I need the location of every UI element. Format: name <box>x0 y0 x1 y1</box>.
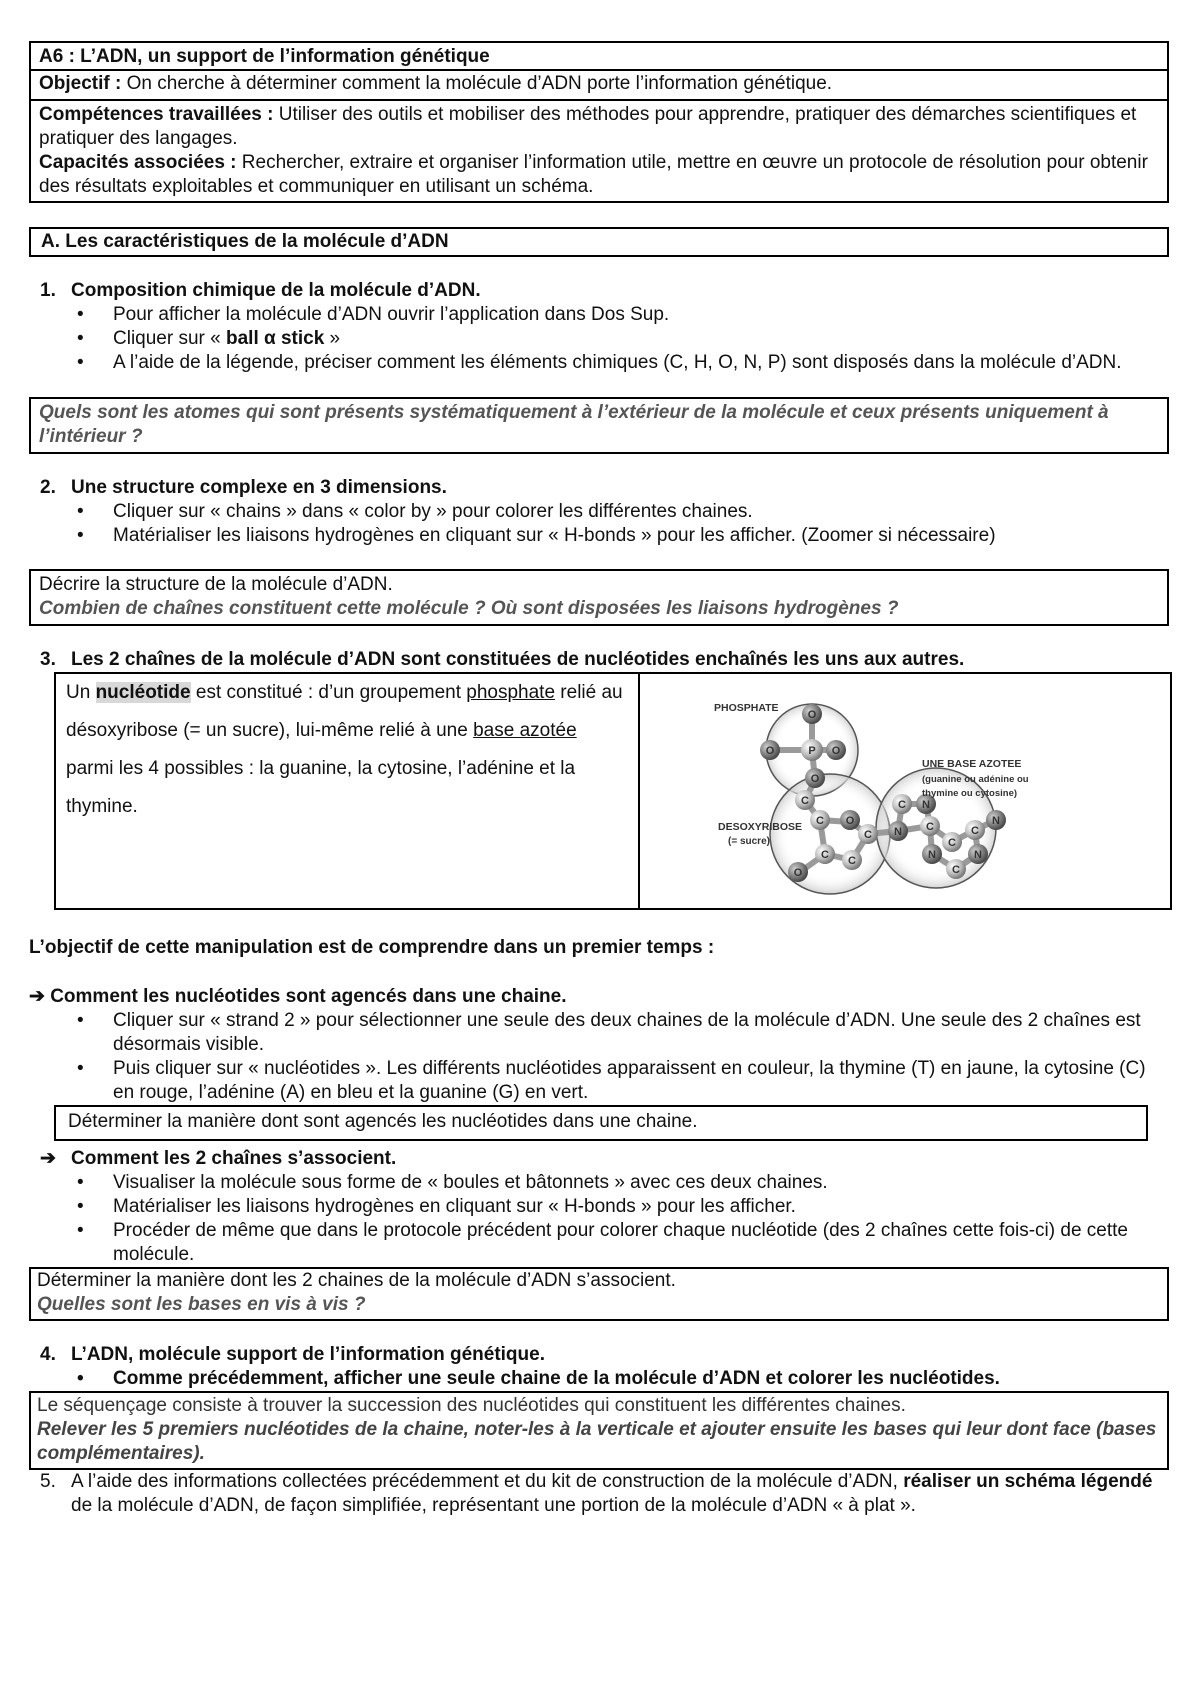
part5-t1: A l’aide des informations collectées précédemment et du kit de construction de la molécule d’ADN, <box>71 1471 904 1492</box>
diagram-label-base: UNE BASE AZOTEE <box>922 758 1022 770</box>
sub1-list <box>29 1009 1169 1105</box>
part2-heading <box>29 476 1169 500</box>
nucleotide-description-cell <box>55 673 639 909</box>
part1-number: 1. <box>40 280 56 301</box>
list-item: • Procéder de même que dans le protocole précédent pour colorer chaque nucléotide (des 2 chaînes cette fois-ci) de cette molécule. <box>113 1219 1169 1267</box>
part4-heading <box>29 1343 1169 1367</box>
header-title-row <box>31 43 1167 71</box>
part1-list <box>29 303 1169 375</box>
base-term: base azotée <box>473 720 577 741</box>
section-a-heading <box>29 227 1169 257</box>
part2-question: Combien de chaînes constituent cette molécule ? Où sont disposées les liaisons hydrogènes ? <box>39 598 899 619</box>
section-a-title: A. Les caractéristiques de la molécule d’ADN <box>41 231 449 252</box>
svg-text:C: C <box>952 864 960 876</box>
nucleotide-table <box>54 672 1172 910</box>
list-item: • Puis cliquer sur « nucléotides ». Les différents nucléotides apparaissent en couleur, la thymine (T) en jaune, la cytosine (C) en rouge, l’adénine (A) en bleu et la guanine (G) en vert. <box>113 1057 1169 1105</box>
part5 <box>29 1470 1169 1518</box>
phosphate-term: phosphate <box>466 682 556 703</box>
arrow-right-icon: ➔ <box>40 1148 56 1169</box>
part1-title: Composition chimique de la molécule d’ADN. <box>71 280 481 301</box>
nucleotide-term: nucléotide <box>95 682 191 703</box>
part4-question-box <box>29 1391 1169 1470</box>
part2-list <box>29 500 1169 548</box>
part5-bold: réaliser un schéma légendé <box>903 1471 1153 1492</box>
part2-question-box <box>29 569 1169 626</box>
nucleotide-diagram <box>640 674 1170 908</box>
list-item: • Matérialiser les liaisons hydrogènes en cliquant sur « H-bonds » pour les afficher. (Zoomer si nécessaire) <box>113 524 1169 548</box>
part3-number: 3. <box>40 649 56 670</box>
part4-task: Le séquençage consiste à trouver la succession des nucléotides qui constituent les différentes chaines. <box>37 1395 906 1416</box>
svg-text:O: O <box>831 745 841 757</box>
part5-text <box>71 1470 1169 1518</box>
diagram-label-desoxyribose: DESOXYRIBOSE <box>718 821 803 833</box>
part3-title: Les 2 chaînes de la molécule d’ADN sont constituées de nucléotides enchaînés les uns aux autres. <box>71 649 965 670</box>
part1-question-box <box>29 397 1169 454</box>
sub1-task-box <box>54 1105 1148 1141</box>
t-un: Un <box>66 682 96 703</box>
part2-task: Décrire la structure de la molécule d’ADN. <box>39 574 393 595</box>
list-item: • Cliquer sur « strand 2 » pour sélectionner une seule des deux chaines de la molécule d’ADN. Une seule des 2 chaînes est désormais visible. <box>113 1009 1169 1057</box>
t-2: relié au désoxyribose (= un sucre), lui-même relié à une <box>66 682 623 741</box>
svg-text:N: N <box>974 849 982 861</box>
part1-heading <box>29 279 1169 303</box>
svg-text:C: C <box>948 837 956 849</box>
svg-text:C: C <box>926 821 934 833</box>
objectif-row <box>31 71 1167 101</box>
sub2-heading <box>29 1147 1169 1171</box>
diagram-label-phosphate: PHOSPHATE <box>714 702 779 714</box>
sub2-list <box>29 1171 1169 1267</box>
part4-title: L’ADN, molécule support de l’information génétique. <box>71 1344 545 1365</box>
list-item: • Cliquer sur « chains » dans « color by » pour colorer les différentes chaines. <box>113 500 1169 524</box>
part4-number: 4. <box>40 1344 56 1365</box>
svg-text:N: N <box>928 849 936 861</box>
page-title: A6 : L’ADN, un support de l’information génétique <box>39 46 490 67</box>
sub2-question: Quelles sont les bases en vis à vis ? <box>37 1294 366 1315</box>
diagram-label-sucre: (= sucre) <box>728 836 770 847</box>
competences-text: Utiliser des outils et mobiliser des méthodes pour apprendre, pratiquer des démarches scientifiques et pratiquer des langages. <box>39 104 1137 149</box>
svg-text:C: C <box>971 825 979 837</box>
arrow-right-icon: ➔ <box>29 986 45 1007</box>
svg-text:C: C <box>848 855 856 867</box>
diagram-label-base-sub2: thymine ou cytosine) <box>922 788 1018 799</box>
competences-row <box>31 101 1167 201</box>
list-item: • Pour afficher la molécule d’ADN ouvrir l’application dans Dos Sup. <box>113 303 1169 327</box>
sub2-task: Déterminer la manière dont les 2 chaines de la molécule d’ADN s’associent. <box>37 1270 676 1291</box>
svg-text:O: O <box>765 745 775 757</box>
part1-question: Quels sont les atomes qui sont présents systématiquement à l’extérieur de la molécule et ceux présents uniquement à l’intérieur ? <box>39 402 1109 447</box>
objectif2: L’objectif de cette manipulation est de comprendre dans un premier temps : <box>29 937 715 958</box>
worksheet <box>29 41 1169 1518</box>
svg-text:N: N <box>922 799 930 811</box>
sub1-heading <box>29 985 1169 1009</box>
list-item <box>113 327 1169 351</box>
list-item: • Comme précédemment, afficher une seule chaine de la molécule d’ADN et colorer les nucléotides. <box>113 1367 1169 1391</box>
t-3: parmi les 4 possibles : la guanine, la cytosine, l’adénine et la thymine. <box>66 758 576 817</box>
b2-pre: Cliquer sur « <box>113 328 226 349</box>
diagram-label-base-sub1: (guanine ou adénine ou <box>922 774 1029 785</box>
list-item: • Visualiser la molécule sous forme de « boules et bâtonnets » avec ces deux chaines. <box>113 1171 1169 1195</box>
ball-stick-label: ball α stick <box>226 328 325 349</box>
sub1-task: Déterminer la manière dont sont agencés les nucléotides dans une chaine. <box>68 1111 698 1132</box>
svg-text:C: C <box>816 815 824 827</box>
list-item: • Matérialiser les liaisons hydrogènes en cliquant sur « H-bonds » pour les afficher. <box>113 1195 1169 1219</box>
svg-text:C: C <box>821 849 829 861</box>
svg-text:P: P <box>808 745 816 757</box>
part3-heading <box>29 648 1169 672</box>
t-1: est constitué : d’un groupement <box>190 682 467 703</box>
objectif-text: On cherche à déterminer comment la molécule d’ADN porte l’information génétique. <box>121 73 833 94</box>
svg-text:C: C <box>898 799 906 811</box>
svg-text:C: C <box>864 829 872 841</box>
part2-number: 2. <box>40 477 56 498</box>
part5-number: 5. <box>40 1471 56 1492</box>
competences-label: Compétences travaillées : <box>39 104 274 125</box>
svg-text:O: O <box>793 867 803 879</box>
svg-text:N: N <box>992 815 1000 827</box>
part2-title: Une structure complexe en 3 dimensions. <box>71 477 447 498</box>
capacites-text: Rechercher, extraire et organiser l’information utile, mettre en œuvre un protocole de résolution pour obtenir des résultats exploitables et communiquer en utilisant un schéma. <box>39 152 1148 197</box>
objectif-label: Objectif : <box>39 73 122 94</box>
sub2-title: Comment les 2 chaînes s’associent. <box>71 1148 397 1169</box>
capacites-label: Capacités associées : <box>39 152 237 173</box>
svg-text:N: N <box>894 826 902 838</box>
nucleotide-diagram-cell <box>639 673 1171 909</box>
svg-text:C: C <box>801 795 809 807</box>
sub2-question-box <box>29 1267 1169 1321</box>
header-box <box>29 41 1169 203</box>
part4-list <box>29 1367 1169 1391</box>
part5-t2: de la molécule d’ADN, de façon simplifiée, représentant une portion de la molécule d’ADN « à plat ». <box>71 1495 916 1516</box>
svg-text:O: O <box>845 815 855 827</box>
svg-text:O: O <box>807 709 817 721</box>
part4-question: Relever les 5 premiers nucléotides de la chaine, noter-les à la verticale et ajouter ensuite les bases qui leur dont face (bases complémentaires). <box>37 1419 1157 1464</box>
svg-text:O: O <box>810 773 820 785</box>
sub1-title: Comment les nucléotides sont agencés dans une chaine. <box>44 986 567 1007</box>
list-item: • A l’aide de la légende, préciser comment les éléments chimiques (C, H, O, N, P) sont disposés dans la molécule d’ADN. <box>113 351 1169 375</box>
b2-post: » <box>324 328 341 349</box>
